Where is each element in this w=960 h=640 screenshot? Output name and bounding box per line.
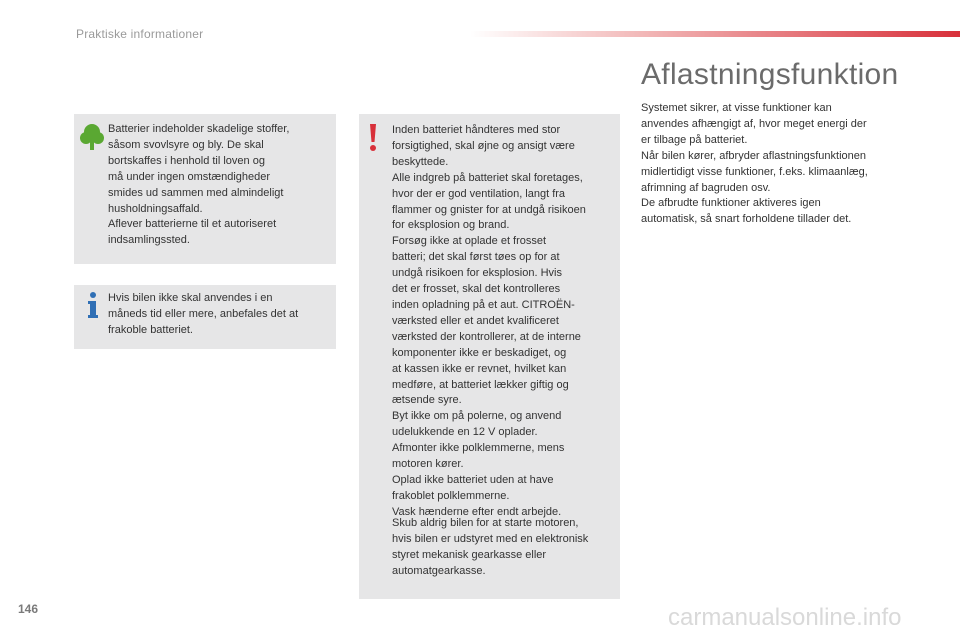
page-number: 146	[18, 602, 39, 616]
environment-note-box	[74, 114, 336, 264]
section-title: Aflastningsfunktion	[641, 58, 899, 91]
header-accent-bar	[470, 31, 960, 37]
tree-icon	[80, 122, 104, 152]
warning-note-text: Inden batteriet håndteres med stor forsigtighed, skal øjne og ansigt være beskyttede. Alle indgreb på batteriet skal foretages, hvor der er god ventilation, langt fra flammer og gnister for at undgå risikoen for eksplosion og brand. Forsøg ikke at oplade et frosset batteri; det skal først tøes op for at undgå risikoen for eksplosion. Hvis det er frosset, skal det kontrolleres inden opladning på et aut. CITROËN- værksted eller et andet kvalificeret værksted der kontrollerer, at de interne komponenter ikke er beskadiget, og at kassen ikke er revnet, hvilket kan medføre, at batteriet lækker giftig og ætsende syre. Byt ikke om på polerne, og anvend udelukkende en 12 V oplader. Afmonter ikke polklemmerne, mens motoren kører. Oplad ikke batteriet uden at have frakoblet polklemmerne. Vask hænderne efter endt arbejde.	[392, 124, 586, 518]
page-header-title: Praktiske informationer	[76, 27, 204, 41]
environment-note-text: Batterier indeholder skadelige stoffer, såsom svovlsyre og bly. De skal bortskaffes i henhold til loven og må under ingen omstændigheder smides ud sammen med almindeligt husholdningsaffald. Aflever batterierne til et autoriseret indsamlingssted.	[108, 123, 290, 247]
info-note-box	[74, 285, 336, 349]
info-icon	[86, 291, 100, 321]
section-body: Systemet sikrer, at visse funktioner kan anvendes afhængigt af, hvor meget energi der er tilbage på batteriet. Når bilen kører, afbryder aflastningsfunktionen midlertidigt visse funktioner, f.eks. klimaanlæg, afrimning af bagruden osv. De afbrudte funktioner aktiveres igen automatisk, så snart forholdene tillader det.	[641, 102, 868, 226]
watermark: carmanualsonline.info	[668, 604, 902, 631]
exclamation-icon	[368, 124, 378, 152]
warning-note-text-secondary: Skub aldrig bilen for at starte motoren, hvis bilen er udstyret med en elektronisk styret mekanisk gearkasse eller automatgearkasse.	[392, 517, 589, 577]
warning-note-box	[359, 114, 620, 599]
info-note-text: Hvis bilen ikke skal anvendes i en måneds tid eller mere, anbefales det at frakoble batteriet.	[108, 292, 299, 336]
